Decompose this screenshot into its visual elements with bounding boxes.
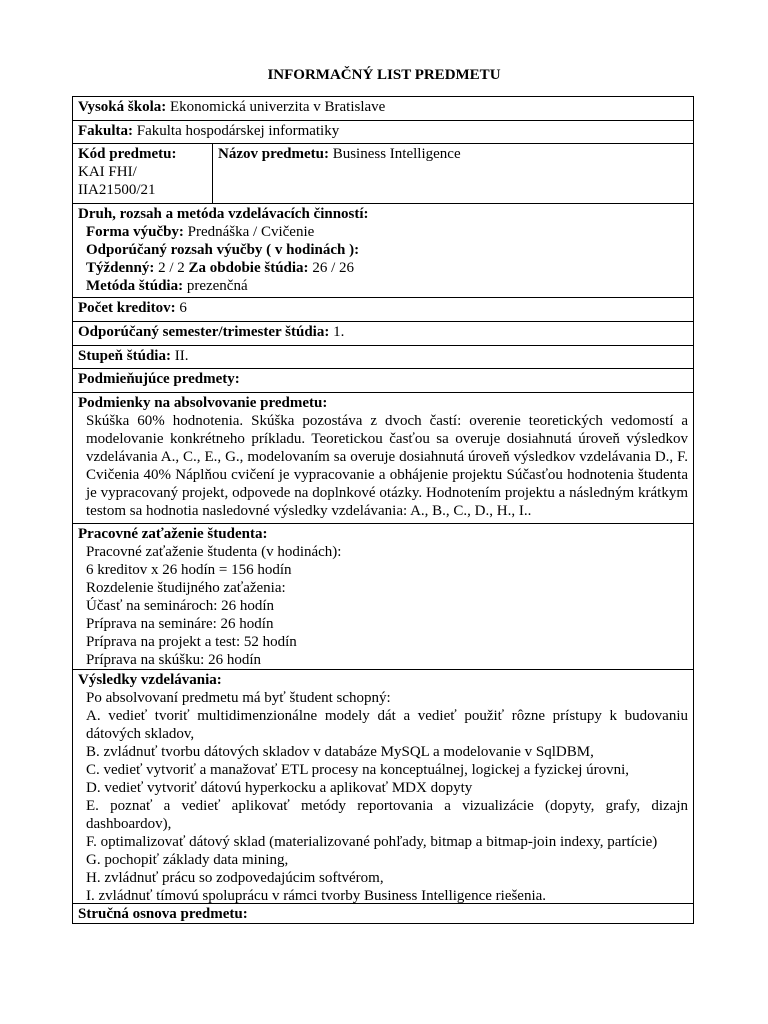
school-row bbox=[72, 96, 694, 121]
credits-value: 6 bbox=[179, 300, 187, 316]
outcome-item: I. zvládnuť tímovú spoluprácu v rámci tvorby Business Intelligence riešenia. bbox=[86, 888, 547, 904]
workload-line: Príprava na skúšku: 26 hodín bbox=[86, 652, 261, 668]
course-name-label: Názov predmetu: bbox=[218, 146, 329, 162]
method-label: Metóda štúdia: bbox=[86, 278, 184, 294]
weekly-value: 2 / 2 bbox=[158, 260, 185, 276]
outcome-item: E. poznať a vedieť aplikovať metódy reportovania a vizualizácie (dopyty, grafy, dizajn dashboardov), bbox=[86, 798, 688, 832]
outcome-item: G. pochopiť základy data mining, bbox=[86, 852, 289, 868]
workload-line: Rozdelenie študijného zaťaženia: bbox=[86, 580, 286, 596]
workload-line: Účasť na seminároch: 26 hodín bbox=[86, 598, 275, 614]
school-label: Vysoká škola: bbox=[78, 99, 167, 115]
outcomes-heading: Výsledky vzdelávania: bbox=[78, 672, 222, 688]
outcome-item: A. vedieť tvoriť multidimenzionálne modely dát a vedieť použiť rôzne prístupy k budovaniu dátových skladov, bbox=[86, 708, 688, 742]
semester-label: Odporúčaný semester/trimester štúdia: bbox=[78, 324, 330, 340]
course-name-cell bbox=[213, 144, 693, 203]
outcome-item: H. zvládnuť prácu so zodpovedajúcim softvérom, bbox=[86, 870, 384, 886]
weekly-line bbox=[78, 259, 688, 277]
outcome-item: F. optimalizovať dátový sklad (materializované pohľady, bitmap a bitmap-join indexy, partície) bbox=[86, 834, 658, 850]
conditions-row bbox=[72, 392, 694, 524]
workload-row bbox=[72, 523, 694, 670]
credits-label: Počet kreditov: bbox=[78, 300, 176, 316]
workload-heading: Pracovné zaťaženie študenta: bbox=[78, 526, 268, 542]
course-code-line: KAI FHI/ bbox=[78, 164, 137, 180]
activities-row bbox=[72, 203, 694, 298]
teaching-scope-label: Odporúčaný rozsah výučby ( v hodinách ): bbox=[86, 242, 360, 258]
semester-value: 1. bbox=[333, 324, 345, 340]
period-label: Za obdobie štúdia: bbox=[188, 260, 309, 276]
outline-label: Stručná osnova predmetu: bbox=[78, 906, 248, 922]
outcome-item: C. vedieť vytvoriť a manažovať ETL procesy na konceptuálnej, logickej a fyzickej úrovni, bbox=[86, 762, 630, 778]
teaching-form-label: Forma výučby: bbox=[86, 224, 184, 240]
level-label: Stupeň štúdia: bbox=[78, 348, 171, 364]
workload-line: Príprava na semináre: 26 hodín bbox=[86, 616, 274, 632]
workload-line: Pracovné zaťaženie študenta (v hodinách): bbox=[86, 544, 342, 560]
outcomes-list bbox=[78, 707, 688, 904]
course-code-label: Kód predmetu: bbox=[78, 146, 177, 162]
outcome-item: D. vedieť vytvoriť dátovú hyperkocku a aplikovať MDX dopyty bbox=[86, 780, 473, 796]
outcomes-row bbox=[72, 669, 694, 904]
school-value: Ekonomická univerzita v Bratislave bbox=[169, 99, 386, 115]
weekly-label: Týždenný: bbox=[86, 260, 155, 276]
document-title: INFORMAČNÝ LIST PREDMETU bbox=[267, 67, 501, 83]
outcomes-intro: Po absolvovaní predmetu má byť študent schopný: bbox=[86, 690, 391, 706]
course-name-value: Business Intelligence bbox=[332, 146, 461, 162]
method-value: prezenčná bbox=[186, 278, 248, 294]
course-code-line: IIA21500/21 bbox=[78, 182, 156, 198]
course-row bbox=[72, 143, 694, 204]
prerequisites-label: Podmieňujúce predmety: bbox=[78, 371, 240, 387]
outline-row bbox=[72, 903, 694, 924]
teaching-form-value: Prednáška / Cvičenie bbox=[187, 224, 315, 240]
prerequisites-row bbox=[72, 368, 694, 393]
teaching-form-line bbox=[78, 223, 688, 241]
method-line bbox=[78, 277, 688, 295]
period-value: 26 / 26 bbox=[312, 260, 354, 276]
activities-heading: Druh, rozsah a metóda vzdelávacích činností: bbox=[78, 206, 369, 222]
faculty-value: Fakulta hospodárskej informatiky bbox=[136, 123, 340, 139]
conditions-heading: Podmienky na absolvovanie predmetu: bbox=[78, 395, 328, 411]
workload-list bbox=[78, 543, 688, 669]
course-info-form bbox=[72, 96, 694, 924]
faculty-label: Fakulta: bbox=[78, 123, 134, 139]
workload-line: 6 kreditov x 26 hodín = 156 hodín bbox=[86, 562, 292, 578]
credits-row bbox=[72, 297, 694, 322]
level-value: II. bbox=[174, 348, 189, 364]
workload-line: Príprava na projekt a test: 52 hodín bbox=[86, 634, 297, 650]
course-code-cell bbox=[73, 144, 213, 203]
semester-row bbox=[72, 321, 694, 346]
conditions-text: Skúška 60% hodnotenia. Skúška pozostáva z dvoch častí: overenie teoretických vedomostí a modelovanie konkrétneho príkladu. Teoretickou časťou sa overuje dosiahnutá úroveň výsledkov vzdelávania A., C., E., G., modelovaním sa overuje dosiahnutá úroveň výsledkov vzdelávania D., F. Cvičenia 40% Náplňou cvičení je vypracovanie a obhájenie projektu Súčasťou hodnotenia študenta je vypracovaný projekt, odpovede na doplnkové otázky. Hodnotením projektu a následným krátkym testom sa hodnotia nasledovné výsledky vzdelávania: A., B., C., D., H., I.. bbox=[86, 413, 688, 519]
level-row bbox=[72, 345, 694, 369]
outcome-item: B. zvládnuť tvorbu dátových skladov v databáze MySQL a modelovanie v SqlDBM, bbox=[86, 744, 594, 760]
faculty-row bbox=[72, 120, 694, 144]
